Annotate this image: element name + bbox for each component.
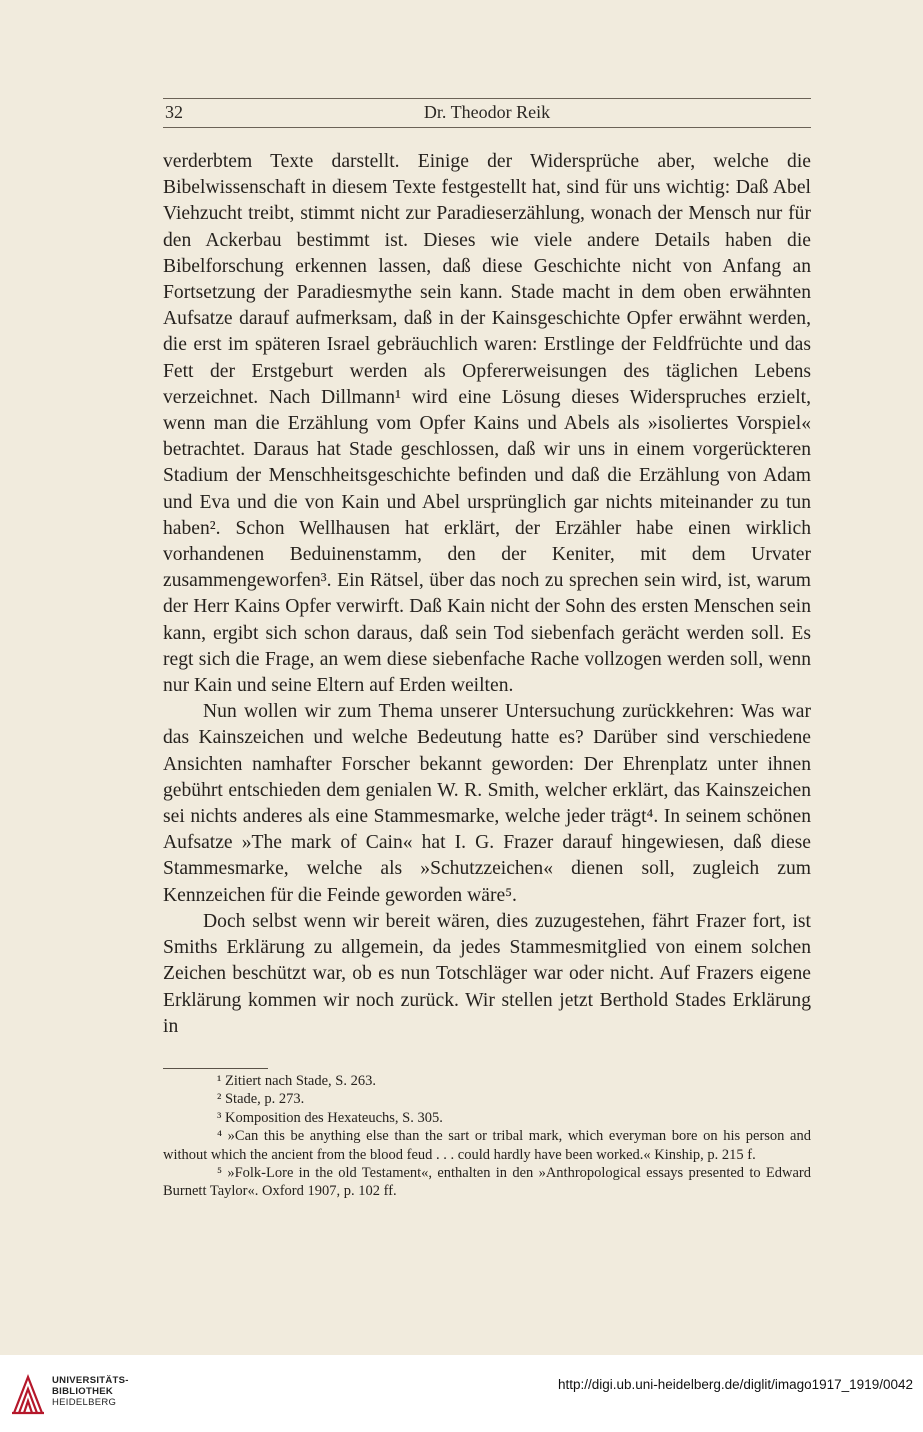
running-head: Dr. Theodor Reik [423, 102, 551, 122]
footnote-rule [163, 1068, 268, 1069]
footnote-3: ³ Komposition des Hexateuchs, S. 305. [217, 1109, 443, 1126]
page-number: 32 [165, 102, 183, 122]
footnotes [163, 1072, 811, 1201]
footnote-1: ¹ Zitiert nach Stade, S. 263. [217, 1073, 376, 1089]
institution-name: UNIVERSITÄTS- BIBLIOTHEK HEIDELBERG [52, 1375, 129, 1408]
page-header [163, 98, 811, 128]
paragraph-3: Doch selbst wenn wir bereit wären, dies zuzugestehen, fährt Frazer fort, ist Smiths Erklärung zu allgemein, da jedes Stammesmitglied von einem solchen Zeichen beschützt war, ob es nun Totschläger war oder nicht. Auf Frazers eigene Erklärung kommen wir noch zurück. Wir stellen jetzt Berthold Stades Erklärung in [163, 910, 811, 1037]
paragraph-2: Nun wollen wir zum Thema unserer Untersuchung zurückkehren: Was war das Kainszeichen und welche Bedeutung hatte es? Darüber sind verschiedene Ansichten namhafter Forscher bekannt geworden: Der Ehrenplatz unter ihnen gebührt entschieden dem genialen W. R. Smith, welcher erklärt, das Kainszeichen sei nichts anderes als eine Stammesmarke, welche jeder trägt⁴. In seinem schönen Aufsatze »The mark of Cain« hat I. G. Frazer darauf hingewiesen, daß diese Stammesmarke, welche als »Schutzzeichen« dienen soll, zugleich zum Kennzeichen für die Feinde geworden wäre⁵. [163, 701, 811, 906]
paragraph-1: verderbtem Texte darstellt. Einige der Widersprüche aber, welche die Bibelwissenschaft in diesem Texte festgestellt hat, sind für uns wichtig: Daß Abel Viehzucht treibt, stimmt nicht zur Paradieserzählung, wonach der Mensch nur für den Ackerbau bestimmt ist. Dieses wie viele andere Details haben die Bibelforschung erkennen lassen, daß diese Geschichte nicht von Anfang an Fortsetzung der Paradiesmythe sein kann. Stade macht in dem oben erwähnten Aufsatze darauf aufmerksam, daß in der Kainsgeschichte Opfer erwähnt werden, die erst im späteren Israel gebräuchlich waren: Erstlinge der Feldfrüchte und das Fett der Erstgeburt werden als Opfererweisungen des täglichen Lebens verzeichnet. Nach Dillmann¹ wird eine Lösung dieses Widerspruches erzielt, wenn man die Erzählung vom Opfer Kains und Abels als »isoliertes Vorspiel« betrachtet. Daraus hat Stade geschlossen, daß wir uns in einem vorgerückteren Stadium der Menschheitsgeschichte befinden und daß die Erzählung von Adam und Eva und die von Kain und Abel ursprünglich gar nichts miteinander zu tun haben². Schon Wellhausen hat erklärt, der Erzähler habe einen wirklich vorhandenen Beduinenstamm, den der Keniter, mit dem Urvater zusammengeworfen³. Ein Rätsel, über das noch zu sprechen sein wird, ist, warum der Herr Kains Opfer verwirft. Daß Kain nicht der Sohn des ersten Menschen sein kann, ergibt sich schon daraus, daß sein Tod siebenfach gerächt werden soll. Es regt sich die Frage, an wem diese siebenfache Rache vollzogen werden soll, wenn nur Kain und seine Eltern auf Erden weilten. [163, 151, 811, 697]
viewer-footer [0, 1355, 923, 1432]
library-crest-icon [10, 1373, 46, 1415]
source-url-link[interactable]: http://digi.ub.uni-heidelberg.de/diglit/imago1917_1919/0042 [557, 1377, 913, 1392]
footnote-4: ⁴ »Can this be anything else than the sart or tribal mark, which everyman bore on his person and without which the ancient from the blood feud . . . could hardly have been worked.« Kinship, p. 215 f. [163, 1128, 811, 1163]
footnote-5: ⁵ »Folk-Lore in the old Testament«, enthalten in den »Anthropological essays presented to Edward Burnett Taylor«. Oxford 1907, p. 102 ff. [163, 1165, 811, 1200]
body-text [163, 149, 811, 1040]
footnote-2: ² Stade, p. 273. [217, 1091, 305, 1108]
